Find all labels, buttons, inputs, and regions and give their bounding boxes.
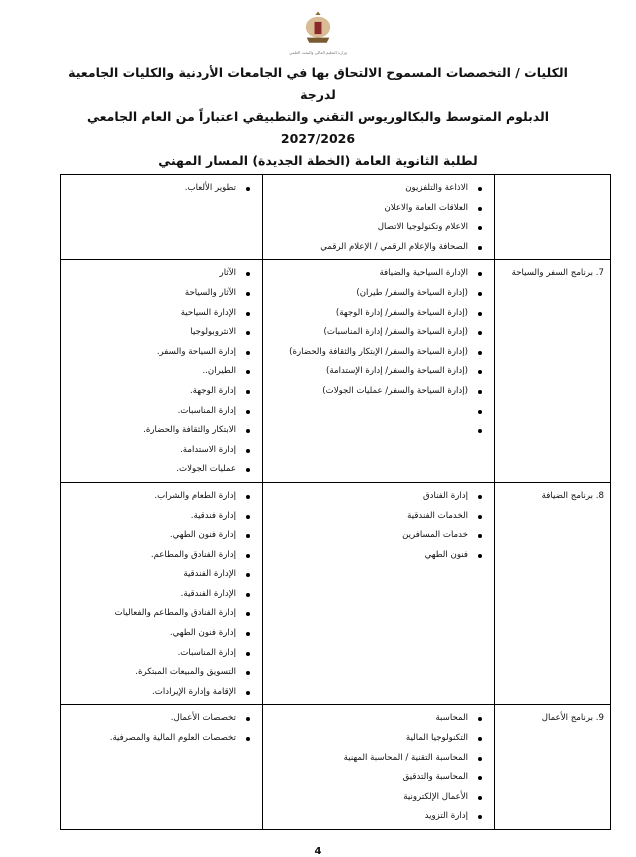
bullet-list — [269, 709, 488, 827]
list-item: الاعلام وتكنولوجيا الاتصال — [269, 218, 488, 238]
table-row — [61, 482, 611, 705]
list-item: المحاسبة التقنية / المحاسبة المهنية — [269, 749, 488, 769]
list-item: الأعمال الإلكترونية — [269, 788, 488, 808]
jordan-coat-of-arms-logo — [295, 8, 341, 48]
list-item: إدارة فندقية. — [67, 507, 256, 527]
list-item: خدمات المسافرين — [269, 526, 488, 546]
list-item: (إدارة السياحة والسفر/ طيران) — [269, 284, 488, 304]
list-item: إدارة المناسبات. — [67, 644, 256, 664]
program-cell: 9. برنامج الأعمال — [495, 705, 611, 830]
list-item: تخصصات الأعمال. — [67, 709, 256, 729]
list-item: الخدمات الفندقية — [269, 507, 488, 527]
list-item: الصحافة والإعلام الرقمي / الإعلام الرقمي — [269, 238, 488, 258]
list-item: إدارة التزويد — [269, 807, 488, 827]
list-item: الآثار — [67, 264, 256, 284]
page-header — [0, 0, 636, 56]
list-item: (إدارة السياحة والسفر/ إدارة الوجهة) — [269, 304, 488, 324]
list-item: إدارة المناسبات. — [67, 402, 256, 422]
bullet-list — [67, 179, 256, 199]
list-item: التسويق والمبيعات المبتكرة. — [67, 663, 256, 683]
list-item: (إدارة السياحة والسفر/ الإبتكار والثقافة والحضارة) — [269, 343, 488, 363]
list-item: إدارة الفنادق والمطاعم والفعاليات — [67, 604, 256, 624]
list-item: إدارة فنون الطهي. — [67, 526, 256, 546]
related-majors-cell — [61, 482, 263, 705]
table-row — [61, 260, 611, 483]
list-item: إدارة السياحة والسفر. — [67, 343, 256, 363]
bullet-list — [269, 179, 488, 257]
list-item: الابتكار والثقافة والحضارة. — [67, 421, 256, 441]
list-item: الإقامة وإدارة الإيرادات. — [67, 683, 256, 703]
list-item: العلاقات العامة والاعلان — [269, 199, 488, 219]
list-item: فنون الطهي — [269, 546, 488, 566]
ministry-label: وزارة التعليم العالي والبحث العلمي — [289, 50, 347, 55]
list-item: إدارة الفنادق والمطاعم. — [67, 546, 256, 566]
table-row — [61, 705, 611, 830]
list-item: إدارة الفنادق — [269, 487, 488, 507]
list-item: الإدارة السياحية والضيافة — [269, 264, 488, 284]
bullet-list — [67, 709, 256, 748]
title-line: الكليات / التخصصات المسموح الالتحاق بها في الجامعات الأردنية والكليات الجامعية لدرجة — [68, 65, 568, 102]
program-cell — [495, 175, 611, 260]
list-item: المحاسبة والتدقيق — [269, 768, 488, 788]
list-item: (إدارة السياحة والسفر/ إدارة المناسبات) — [269, 323, 488, 343]
table-row — [61, 175, 611, 260]
list-item: إدارة الاستدامة. — [67, 441, 256, 461]
list-item: (إدارة السياحة والسفر/ إدارة الإستدامة) — [269, 362, 488, 382]
list-item: الإدارة الفندقية. — [67, 585, 256, 605]
list-item: تطوير الألعاب. — [67, 179, 256, 199]
list-item: الآثار والسياحة — [67, 284, 256, 304]
related-majors-cell — [61, 260, 263, 483]
majors-table — [60, 174, 611, 830]
list-item: إدارة فنون الطهي. — [67, 624, 256, 644]
related-majors-cell — [61, 705, 263, 830]
list-item: التكنولوجيا المالية — [269, 729, 488, 749]
list-item: المحاسبة — [269, 709, 488, 729]
bullet-list — [269, 264, 488, 440]
program-cell: 7. برنامج السفر والسياحة — [495, 260, 611, 483]
bullet-list — [67, 264, 256, 480]
majors-cell — [263, 482, 495, 705]
page-title — [58, 62, 578, 172]
title-line: الدبلوم المتوسط والبكالوريوس التقني والتطبيقي اعتباراً من العام الجامعي 2027/2026 — [86, 109, 549, 146]
list-item: تخصصات العلوم المالية والمصرفية. — [67, 729, 256, 749]
bullet-list — [67, 487, 256, 703]
bullet-list — [269, 487, 488, 565]
list-item — [269, 421, 488, 441]
title-line: لطلبة الثانوية العامة (الخطة الجديدة) المسار المهني — [158, 153, 478, 168]
list-item: عمليات الجولات. — [67, 460, 256, 480]
list-item: إدارة الوجهة. — [67, 382, 256, 402]
program-cell: 8. برنامج الضيافة — [495, 482, 611, 705]
majors-cell — [263, 260, 495, 483]
majors-cell — [263, 705, 495, 830]
list-item: الطيران.. — [67, 362, 256, 382]
list-item: الاذاعة والتلفزيون — [269, 179, 488, 199]
list-item: إدارة الطعام والشراب. — [67, 487, 256, 507]
list-item: (إدارة السياحة والسفر/ عمليات الجولات) — [269, 382, 488, 402]
list-item — [269, 402, 488, 422]
page-number: 4 — [314, 846, 322, 857]
list-item: الإدارة الفندقية — [67, 565, 256, 585]
majors-cell — [263, 175, 495, 260]
related-majors-cell — [61, 175, 263, 260]
list-item: الإدارة السياحية — [67, 304, 256, 324]
list-item: الانثروبولوجيا — [67, 323, 256, 343]
